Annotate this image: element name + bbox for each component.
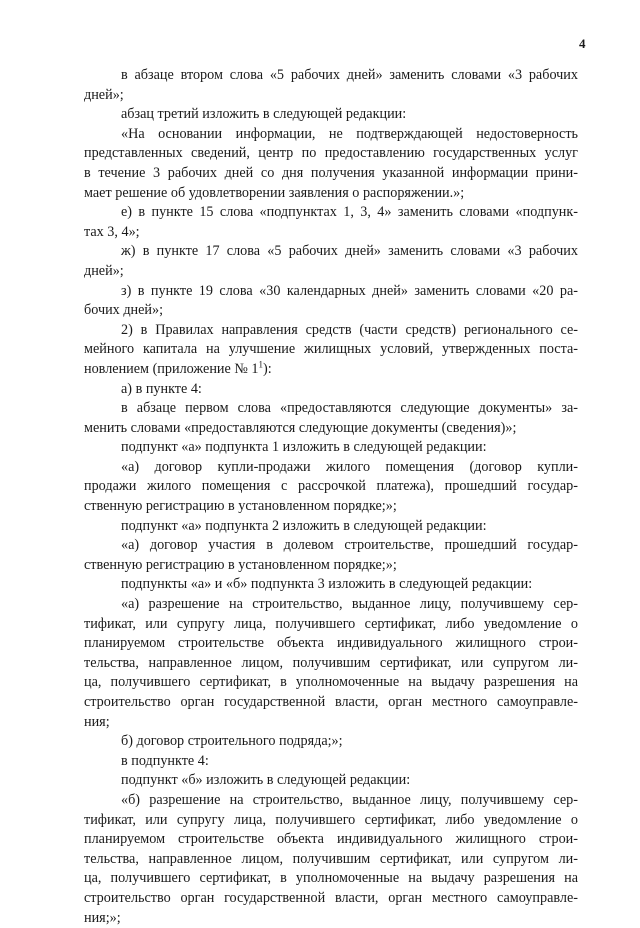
text-line [84, 419, 578, 439]
text-line [84, 732, 578, 752]
text-line-content: подпункт «а» подпункта 1 изложить в следующей редакции: [121, 439, 487, 456]
document-body [84, 66, 578, 928]
text-line-content: мейного капитала на улучшение жилищных условий, утвержденных поста- [84, 341, 578, 358]
text-line [84, 262, 578, 282]
text-line-content: абзац третий изложить в следующей редакции: [121, 106, 407, 123]
text-line [84, 654, 578, 674]
text-line [84, 321, 578, 341]
text-line-content: тификат, или супругу лица, получившего сертификат, либо уведомление о [84, 615, 578, 632]
text-line [84, 301, 578, 321]
text-line-content: представленных сведений, центр по предоставлению государственных услуг [84, 145, 578, 162]
text-line [84, 575, 578, 595]
text-line [84, 909, 578, 928]
text-line [84, 889, 578, 909]
text-line [84, 380, 578, 400]
text-line [84, 164, 578, 184]
text-line [84, 203, 578, 223]
text-line-content: тельства, направленное лицом, получившим сертификат, или супругом ли- [84, 850, 578, 867]
text-line [84, 184, 578, 204]
text-line-content: подпункты «а» и «б» подпункта 3 изложить в следующей редакции: [121, 576, 533, 593]
text-line-content: «а) договор участия в долевом строительстве, прошедший государ- [121, 537, 578, 554]
text-line-content: «а) договор купли-продажи жилого помещения (договор купли- [121, 458, 578, 475]
text-line [84, 223, 578, 243]
text-line [84, 517, 578, 537]
text-line-content: ния; [84, 713, 110, 730]
text-line [84, 693, 578, 713]
text-line [84, 497, 578, 517]
text-line-content: «б) разрешение на строительство, выданное лицу, получившему сер- [121, 791, 578, 808]
text-line-content: планируемом строительстве объекта индивидуального жилищного строи- [84, 635, 578, 652]
text-line [84, 282, 578, 302]
text-line-content: в абзаце первом слова «предоставляются следующие документы» за- [121, 400, 578, 417]
text-line [84, 399, 578, 419]
text-line [84, 752, 578, 772]
text-line-content: е) в пункте 15 слова «подпунктах 1, 3, 4» заменить словами «подпунк- [121, 204, 578, 221]
text-line [84, 869, 578, 889]
text-line [84, 86, 578, 106]
text-line-content: ния;»; [84, 909, 121, 926]
text-line-content: в течение 3 рабочих дней со дня получения указанной информации прини- [84, 164, 578, 181]
text-line-content: «а) разрешение на строительство, выданное лицу, получившему сер- [121, 596, 578, 613]
text-line-content: строительство орган государственной власти, орган местного самоуправле- [84, 694, 578, 710]
text-line [84, 105, 578, 125]
text-line-content: мает решение об удовлетворении заявления о распоряжении.»; [84, 184, 465, 201]
text-line-content: дней»; [84, 86, 124, 103]
text-line [84, 634, 578, 654]
text-line-content: а) в пункте 4: [121, 380, 202, 397]
text-line [84, 615, 578, 635]
text-line-content: ственную регистрацию в установленном порядке;»; [84, 498, 397, 515]
text-line-content: ственную регистрацию в установленном порядке;»; [84, 556, 397, 573]
text-line-content: 2) в Правилах направления средств (части средств) регионального се- [121, 321, 578, 338]
text-line [84, 595, 578, 615]
text-line [84, 713, 578, 733]
text-line-content: дней»; [84, 262, 124, 279]
text-line [84, 360, 578, 380]
text-line [84, 242, 578, 262]
text-line-content: подпункт «б» изложить в следующей редакции: [121, 772, 411, 789]
text-line-content: тах 3, 4»; [84, 223, 140, 240]
text-line-content: в абзаце втором слова «5 рабочих дней» заменить словами «3 рабочих [121, 67, 578, 83]
text-line-content: в подпункте 4: [121, 752, 209, 769]
text-line-content: з) в пункте 19 слова «30 календарных дней» заменить словами «20 ра- [121, 282, 578, 299]
text-line-content: продажи жилого помещения с рассрочкой платежа), прошедший государ- [84, 478, 578, 495]
text-line [84, 125, 578, 145]
text-line [84, 556, 578, 576]
text-line-suffix: ): [263, 360, 272, 377]
text-line-content: ца, получившего сертификат, в уполномоченные на выдачу разрешения на [84, 870, 578, 887]
text-line-content: строительство орган государственной власти, орган местного самоуправле- [84, 889, 578, 906]
text-line [84, 66, 578, 86]
text-line [84, 438, 578, 458]
text-line-content: новлением (приложение № 1 [84, 360, 259, 377]
text-line-content: бочих дней»; [84, 302, 164, 319]
footnote-superscript: 1 [258, 359, 264, 370]
text-line [84, 791, 578, 811]
text-line [84, 477, 578, 497]
text-line [84, 340, 578, 360]
text-line [84, 458, 578, 478]
text-line-content: подпункт «а» подпункта 2 изложить в следующей редакции: [121, 517, 487, 534]
text-line-content: менить словами «предоставляются следующие документы (сведения)»; [84, 419, 517, 436]
page-number: 4 [579, 36, 586, 51]
text-line-content: тельства, направленное лицом, получившим сертификат, или супругом ли- [84, 654, 578, 671]
text-line-content: ца, получившего сертификат, в уполномоченные на выдачу разрешения на [84, 674, 578, 691]
text-line [84, 830, 578, 850]
text-line [84, 144, 578, 164]
text-line-content: ж) в пункте 17 слова «5 рабочих дней» заменить словами «3 рабочих [121, 243, 578, 260]
text-line [84, 536, 578, 556]
text-line [84, 811, 578, 831]
text-line-content: тификат, или супругу лица, получившего сертификат, либо уведомление о [84, 811, 578, 828]
text-line [84, 673, 578, 693]
text-line-content: б) договор строительного подряда;»; [121, 733, 343, 750]
text-line [84, 771, 578, 791]
text-line-content: планируемом строительстве объекта индивидуального жилищного строи- [84, 831, 578, 848]
text-line-content: «На основании информации, не подтверждающей недостоверность [121, 125, 578, 142]
text-line [84, 850, 578, 870]
